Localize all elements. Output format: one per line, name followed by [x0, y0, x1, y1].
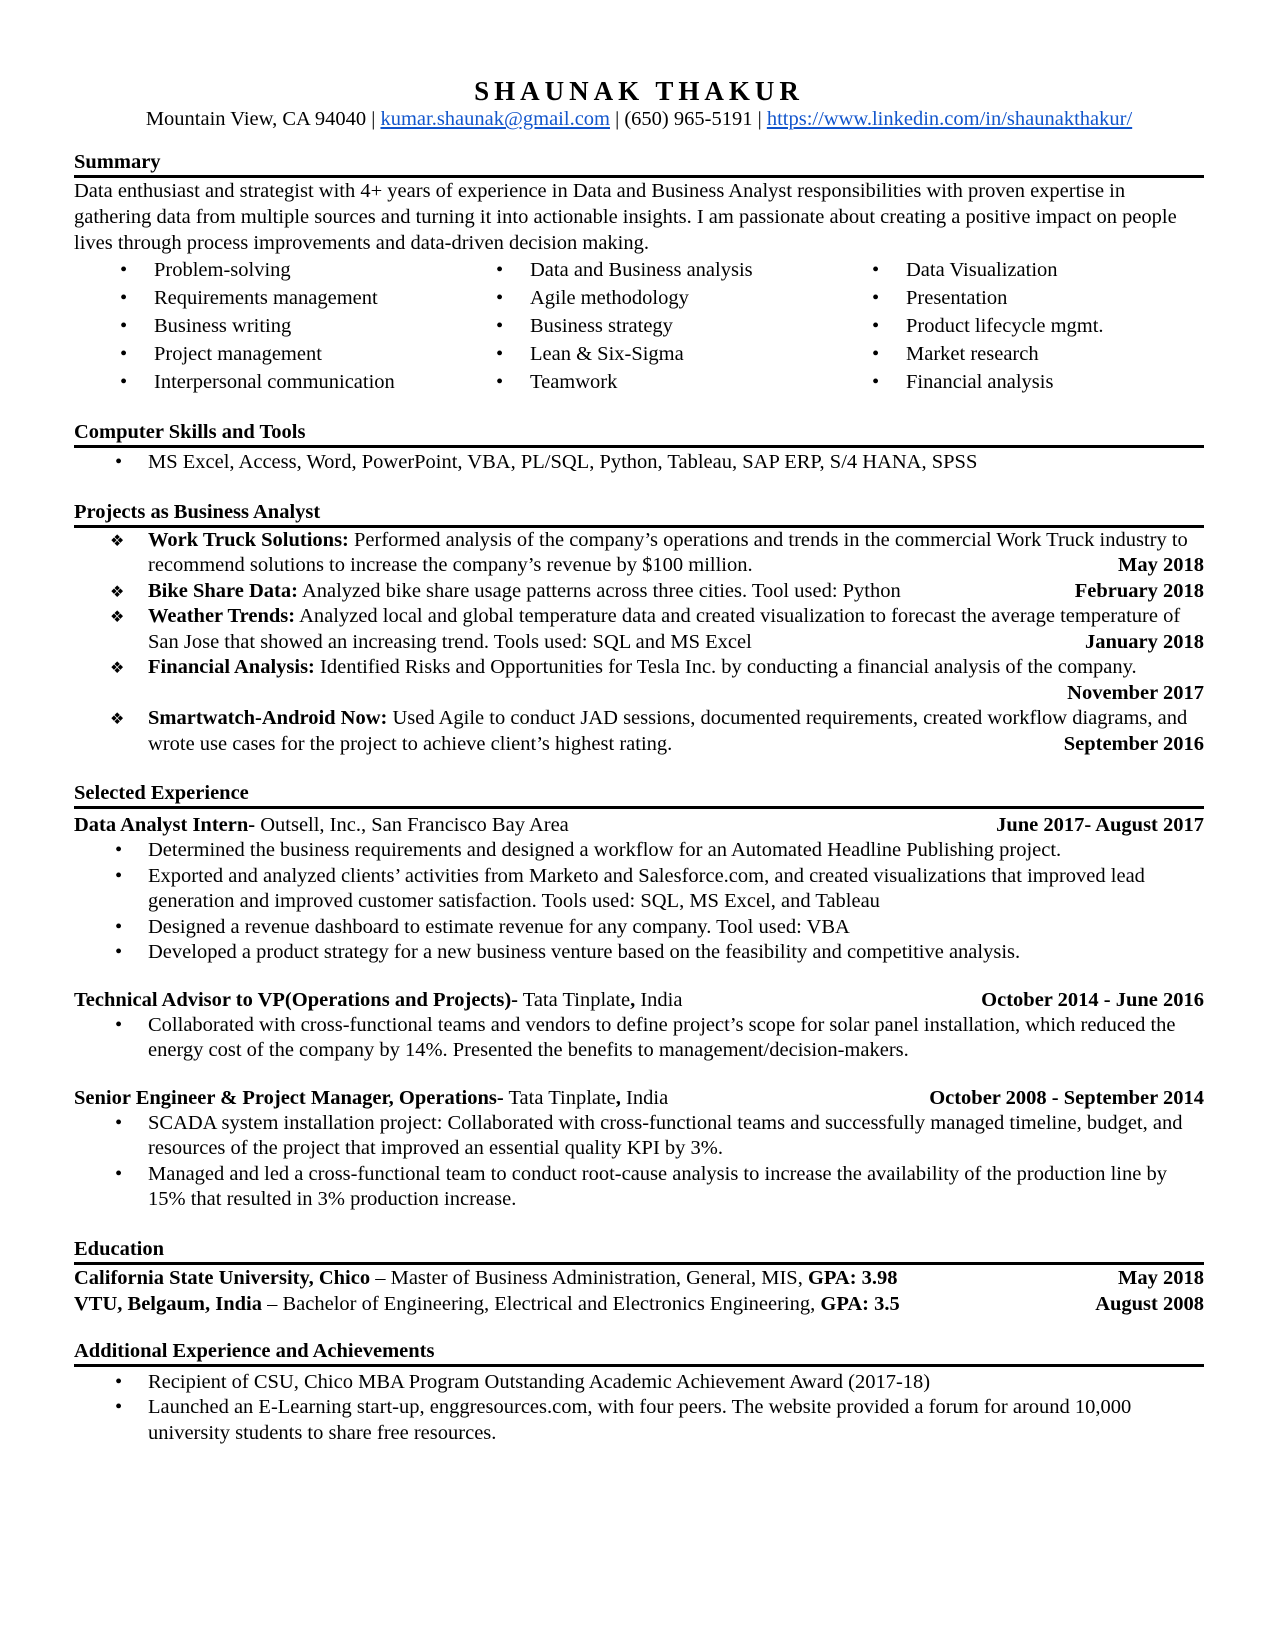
job-bullet — [110, 838, 1204, 864]
project-desc: Identified Risks and Opportunities for Tesla Inc. by conducting a financial analysis of the company. — [314, 656, 1137, 678]
phone: (650) 965-5191 — [624, 108, 753, 130]
project-name: Weather Trends: — [148, 605, 296, 627]
job-bullet — [110, 864, 1204, 915]
list-item-text: Financial analysis — [906, 371, 1054, 393]
job-bullets — [74, 838, 1204, 966]
project-item — [110, 706, 1204, 757]
school-name: VTU, Belgaum, India — [74, 1292, 262, 1315]
job-org: Tata Tinplate — [517, 988, 631, 1011]
computer-skills-list — [74, 450, 1204, 476]
job-header — [74, 813, 1204, 838]
list-item-text: Market research — [906, 343, 1039, 365]
project-date: May 2018 — [1118, 554, 1204, 576]
list-item — [110, 1370, 1204, 1396]
project-item — [110, 655, 1204, 706]
job-bullet-text: Collaborated with cross-functional teams and vendors to define project’s scope for solar panel installation, which reduced the energy cost of the company by 14%. Presented the benefits to management/decision-makers. — [148, 1013, 1176, 1061]
list-item — [868, 256, 1178, 284]
summary-text: Data enthusiast and strategist with 4+ years of experience in Data and Business Analyst responsibilities with proven expertise in gathering data from multiple sources and turning it into actionable insights. I am passionate about creating a positive impact on people lives through process improvements and data-driven decision making. — [74, 180, 1177, 254]
job-country: India — [620, 1086, 669, 1109]
summary-section — [74, 150, 1204, 396]
education-detail — [74, 1265, 898, 1291]
job-title-line — [74, 813, 569, 838]
degree: Bachelor of Engineering, Electrical and Electronics Engineering, — [282, 1292, 821, 1315]
job-dates: June 2017- August 2017 — [996, 814, 1204, 836]
list-item — [492, 256, 868, 284]
resume-page — [74, 76, 1204, 1446]
skills-column-3 — [868, 256, 1178, 396]
list-item-text: Business strategy — [530, 315, 673, 337]
job-dates: October 2008 - September 2014 — [929, 1086, 1204, 1109]
diamond-bullet-icon: ❖ — [110, 581, 125, 601]
contact-line — [74, 107, 1204, 132]
job-bullet-text: Designed a revenue dashboard to estimate revenue for any company. Tool used: VBA — [148, 915, 850, 938]
job-header — [74, 1086, 1204, 1111]
project-name: Work Truck Solutions: — [148, 528, 349, 551]
section-title: Additional Experience and Achievements — [74, 1339, 1204, 1367]
job-bullet-text: Managed and led a cross-functional team to conduct root-cause analysis to increase the availability of the production line by 15% that resulted in 3% production increase. — [148, 1162, 1167, 1210]
project-body — [148, 604, 1204, 655]
job-role: Senior Engineer & Project Manager, Operations- — [74, 1086, 504, 1109]
project-body — [148, 655, 1204, 704]
list-item — [116, 368, 492, 396]
list-item-text: Interpersonal communication — [154, 371, 395, 393]
separator: | — [610, 108, 625, 130]
achievements-list — [74, 1370, 1204, 1447]
education-row — [74, 1265, 1204, 1291]
project-item — [110, 604, 1204, 655]
jobs-container — [74, 813, 1204, 1213]
project-body — [148, 706, 1204, 757]
list-item-text: Requirements management — [154, 287, 378, 309]
project-desc: Analyzed local and global temperature data and created visualization to forecast the average temperature of San Jose that showed an increasing trend. Tools used: SQL and MS Excel — [148, 605, 1181, 653]
list-item — [116, 340, 492, 368]
project-item — [110, 528, 1204, 579]
computer-skills-section — [74, 420, 1204, 476]
list-item-text: Teamwork — [530, 371, 618, 393]
gpa: GPA: 3.5 — [820, 1292, 900, 1315]
skills-column-2 — [492, 256, 868, 396]
job-country: India — [635, 988, 683, 1011]
list-item — [110, 1395, 1204, 1446]
job-bullet-text: Developed a product strategy for a new business venture based on the feasibility and competitive analysis. — [148, 941, 1021, 963]
gpa: GPA: 3.98 — [807, 1266, 898, 1289]
section-title: Selected Experience — [74, 781, 1204, 809]
list-item-text: Product lifecycle mgmt. — [906, 315, 1104, 337]
list-item — [492, 312, 868, 340]
list-item-text: Recipient of CSU, Chico MBA Program Outstanding Academic Achievement Award (2017-18) — [148, 1370, 931, 1393]
project-name: Smartwatch-Android Now: — [148, 707, 388, 729]
job-comma: , — [630, 988, 636, 1011]
education-row — [74, 1291, 1204, 1317]
location: Mountain View, CA 94040 — [145, 108, 367, 130]
list-item — [116, 312, 492, 340]
degree: Master of Business Administration, General, MIS, — [390, 1266, 808, 1289]
list-item — [868, 368, 1178, 396]
diamond-bullet-icon: ❖ — [110, 607, 125, 626]
job-title-line — [74, 988, 682, 1013]
list-item-text: Problem-solving — [154, 259, 291, 281]
job-bullet — [110, 1111, 1204, 1162]
job-entry — [74, 1086, 1204, 1213]
education-section — [74, 1237, 1204, 1317]
job-comma: , — [615, 1086, 621, 1109]
dash: – — [370, 1266, 391, 1289]
email-link[interactable]: kumar.shaunak@gmail.com — [380, 108, 610, 130]
project-date: September 2016 — [1063, 732, 1204, 755]
job-bullet-text: Determined the business requirements and designed a workflow for an Automated Headline Publishing project. — [148, 839, 1062, 861]
list-item — [492, 284, 868, 312]
job-bullet — [110, 940, 1204, 966]
list-item-text: Business writing — [154, 315, 292, 337]
job-bullets — [74, 1111, 1204, 1213]
list-item — [116, 284, 492, 312]
project-date: January 2018 — [1084, 630, 1204, 653]
section-title: Computer Skills and Tools — [74, 420, 1204, 448]
list-item-text: Agile methodology — [530, 287, 689, 309]
job-bullets — [74, 1013, 1204, 1064]
list-item — [110, 450, 1204, 476]
projects-section — [74, 500, 1204, 758]
project-date: February 2018 — [1074, 579, 1204, 602]
diamond-bullet-icon: ❖ — [110, 709, 125, 728]
project-desc: Analyzed bike share usage patterns across three cities. Tool used: Python — [297, 579, 901, 602]
job-bullet-text: Exported and analyzed clients’ activities from Marketo and Salesforce.com, and created visualizations that improved lead generation and improved customer satisfaction. Tools used: SQL, MS Excel, and Tableau — [148, 864, 1145, 912]
job-bullet — [110, 1162, 1204, 1213]
list-item — [868, 284, 1178, 312]
candidate-name: SHAUNAK THAKUR — [474, 76, 804, 106]
job-entry — [74, 813, 1204, 966]
diamond-bullet-icon: ❖ — [110, 530, 125, 550]
dash: – — [261, 1292, 283, 1315]
skills-column-1 — [116, 256, 492, 396]
list-item-text: Presentation — [906, 287, 1008, 309]
list-item — [868, 340, 1178, 368]
project-item — [110, 579, 1204, 605]
list-item — [492, 340, 868, 368]
job-role: Technical Advisor to VP(Operations and Projects)- — [74, 988, 518, 1011]
education-date: May 2018 — [1118, 1266, 1204, 1289]
project-date: November 2017 — [1067, 681, 1204, 704]
job-entry — [74, 988, 1204, 1064]
separator: | — [366, 108, 381, 130]
education-date: August 2008 — [1095, 1292, 1204, 1315]
diamond-bullet-icon: ❖ — [110, 658, 125, 677]
list-item — [492, 368, 868, 396]
list-item-text: Data and Business analysis — [530, 259, 753, 281]
list-item-text: MS Excel, Access, Word, PowerPoint, VBA, PL/SQL, Python, Tableau, SAP ERP, S/4 HANA, SPSS — [148, 451, 978, 473]
list-item-text: Launched an E-Learning start-up, enggresources.com, with four peers. The website provided a forum for around 10,000 university students to share free resources. — [148, 1396, 1132, 1444]
list-item-text: Lean & Six-Sigma — [530, 343, 684, 365]
list-item-text: Data Visualization — [906, 259, 1058, 281]
linkedin-link[interactable]: https://www.linkedin.com/in/shaunakthakur/ — [766, 108, 1133, 130]
job-bullet — [110, 915, 1204, 941]
project-body — [148, 528, 1204, 579]
project-name: Bike Share Data: — [148, 579, 298, 602]
section-title: Summary — [74, 150, 1204, 178]
separator: | — [752, 108, 767, 130]
job-dates: October 2014 - June 2016 — [981, 988, 1204, 1011]
job-title-line — [74, 1086, 668, 1111]
job-header — [74, 988, 1204, 1013]
job-bullet-text: SCADA system installation project: Collaborated with cross-functional teams and successfully managed timeline, budget, and resources of the project that improved an essential quality KPI by 3%. — [148, 1111, 1183, 1159]
skills-grid — [116, 256, 1204, 396]
project-name: Financial Analysis: — [148, 656, 315, 678]
list-item — [868, 312, 1178, 340]
job-role: Data Analyst Intern- — [74, 814, 256, 836]
project-body — [148, 579, 1204, 605]
projects-list — [74, 528, 1204, 758]
education-detail — [74, 1291, 900, 1317]
job-org: Tata Tinplate — [503, 1086, 616, 1109]
section-title: Education — [74, 1237, 1204, 1265]
job-bullet — [110, 1013, 1204, 1064]
job-org: Outsell, Inc., San Francisco Bay Area — [255, 814, 569, 836]
project-desc: Used Agile to conduct JAD sessions, documented requirements, created workflow diagrams, and wrote use cases for the project to achieve client’s highest rating. — [148, 707, 1188, 755]
project-desc: Performed analysis of the company’s operations and trends in the commercial Work Truck industry to recommend solutions to increase the company’s revenue by $100 million. — [148, 528, 1188, 576]
section-title: Projects as Business Analyst — [74, 500, 1204, 528]
additional-section — [74, 1339, 1204, 1447]
experience-section — [74, 781, 1204, 1213]
school-name: California State University, Chico — [74, 1266, 371, 1289]
list-item-text: Project management — [154, 343, 322, 365]
education-rows — [74, 1265, 1204, 1317]
list-item — [116, 256, 492, 284]
